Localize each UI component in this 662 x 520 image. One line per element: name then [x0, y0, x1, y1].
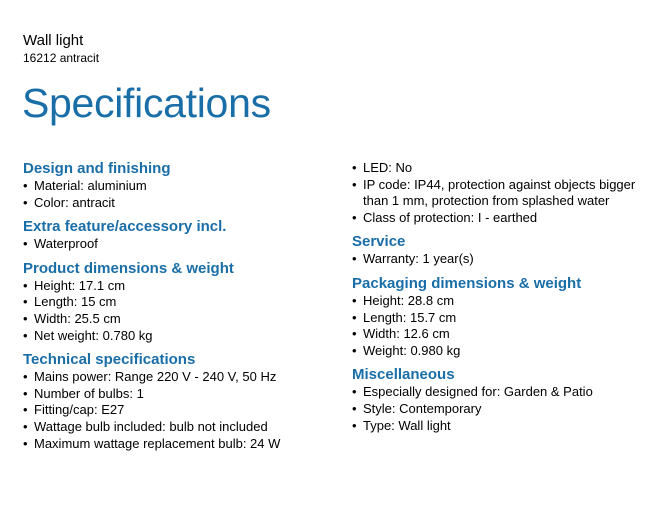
section-design-and-finishing — [23, 160, 333, 211]
spec-item: • Type: Wall light — [352, 418, 652, 435]
product-header — [23, 32, 99, 66]
spec-item: • Length: 15.7 cm — [352, 310, 652, 327]
spec-item: • Weight: 0.980 kg — [352, 343, 652, 360]
section-continued — [352, 160, 652, 226]
section-heading: Miscellaneous — [352, 366, 455, 384]
section-miscellaneous — [352, 366, 652, 434]
product-name: Wall light — [23, 32, 84, 49]
product-code: 16212 antracit — [23, 51, 100, 65]
section-product-dimensions-weight — [23, 260, 333, 344]
section-heading: Service — [352, 233, 406, 251]
spec-item: • Style: Contemporary — [352, 401, 652, 418]
section-heading: Technical specifications — [23, 351, 196, 369]
spec-list — [352, 251, 652, 268]
spec-item: • IP code: IP44, protection against objects bigger than 1 mm, protection from splashed water — [352, 177, 652, 210]
spec-item: • Fitting/cap: E27 — [23, 402, 333, 419]
spec-item: • Number of bulbs: 1 — [23, 386, 333, 403]
spec-list — [23, 236, 333, 253]
section-heading: Product dimensions & weight — [23, 259, 234, 277]
spec-item: • Color: antracit — [23, 195, 333, 212]
spec-list — [352, 293, 652, 359]
spec-item: • Height: 28.8 cm — [352, 293, 652, 310]
page-title: Specifications — [22, 80, 271, 126]
section-heading: Packaging dimensions & weight — [352, 274, 582, 292]
spec-item: • Maximum wattage replacement bulb: 24 W — [23, 436, 333, 453]
spec-item: • Width: 12.6 cm — [352, 326, 652, 343]
spec-item: • Class of protection: I - earthed — [352, 210, 652, 227]
spec-item: • Net weight: 0.780 kg — [23, 328, 333, 345]
section-packaging-dimensions-weight — [352, 275, 652, 359]
spec-item: • Width: 25.5 cm — [23, 311, 333, 328]
section-technical-specifications — [23, 351, 333, 452]
spec-list — [352, 384, 652, 434]
spec-item: • Warranty: 1 year(s) — [352, 251, 652, 268]
right-spec-column — [352, 160, 652, 441]
spec-item: • Waterproof — [23, 236, 333, 253]
spec-list — [23, 178, 333, 211]
spec-list — [23, 369, 333, 452]
spec-list — [352, 160, 652, 226]
spec-list — [23, 278, 333, 344]
spec-item: • Mains power: Range 220 V - 240 V, 50 Hz — [23, 369, 333, 386]
section-heading: Design and finishing — [23, 160, 171, 177]
left-spec-column — [23, 160, 333, 459]
spec-item: • LED: No — [352, 160, 652, 177]
spec-item: • Length: 15 cm — [23, 294, 333, 311]
section-extra-feature-accessory-incl — [23, 218, 333, 253]
spec-item: • Material: aluminium — [23, 178, 333, 195]
section-service — [352, 233, 652, 268]
section-heading: Extra feature/accessory incl. — [23, 218, 227, 236]
spec-item: • Height: 17.1 cm — [23, 278, 333, 295]
spec-item: • Especially designed for: Garden & Patio — [352, 384, 652, 401]
spec-item: • Wattage bulb included: bulb not included — [23, 419, 333, 436]
